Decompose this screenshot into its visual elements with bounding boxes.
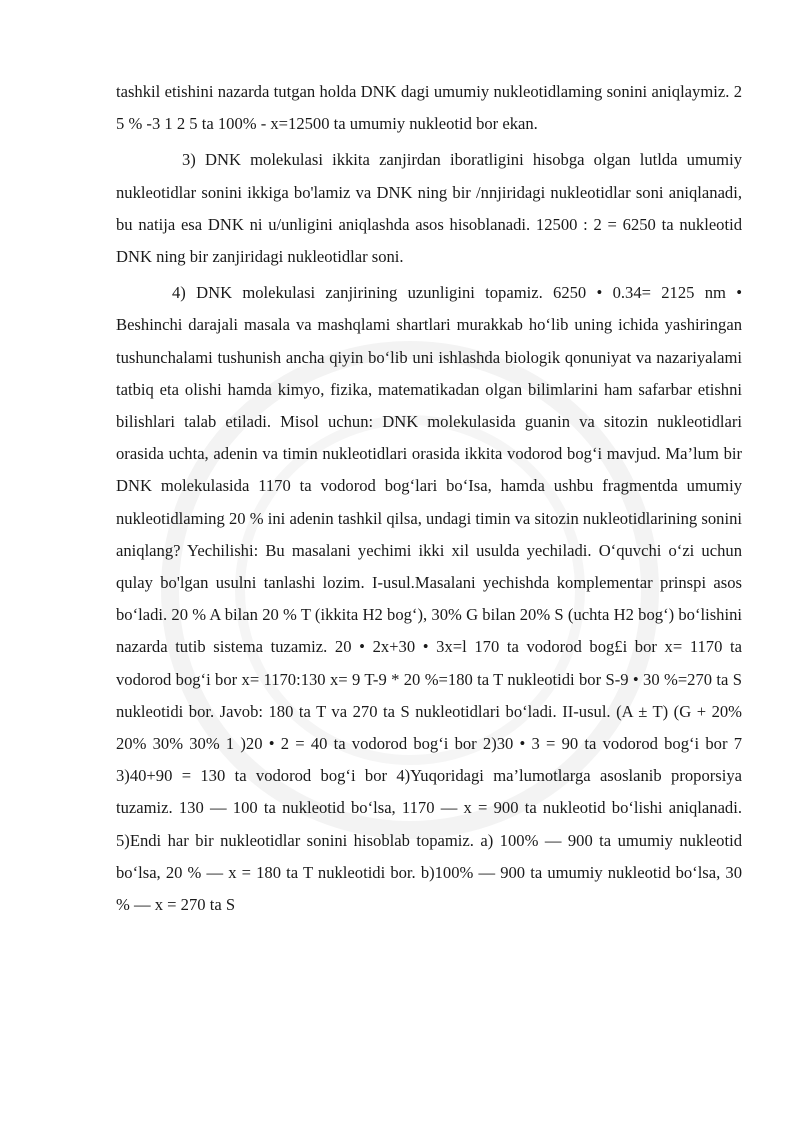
paragraph-1: tashkil etishini nazarda tutgan holda DNK dagi umumiy nukleotidlaming sonini aniqlaymiz. 2 5 % -3 1 2 5 ta 100% - x=12500 ta umumiy nukleotid bor ekan. [116,82,742,134]
paragraph-3: 4) DNK molekulasi zanjirining uzunligini topamiz. 6250 • 0.34= 2125 nm • Beshinchi darajali masala va mashqlami shartlari murakkab ho‘lib uning ichida yashiringan tushunchalami tushunish ancha qiyin bo‘lib uni ishlashda biologik qonuniyat va nazariyalami tatbiq eta olishi hamda kimyo, fizika, matematikadan olgan bilimlarini ham safarbar etishni bilishlari talab etiladi. Misol uchun: DNK molekulasida guanin va sitozin nukleotidlari orasida uchta, adenin va timin nukleotidlari orasida ikkita vodorod bog‘i mavjud. Ma’lum bir DNK molekulasida 1170 ta vodorod bog‘lari bo‘Isa, hamda ushbu fragmentda umumiy nukleotidlaming 20 % ini adenin tashkil qilsa, undagi timin va sitozin nukleotidlarining sonini aniqlang? Yechilishi: Bu masalani yechimi ikki xil usulda yechiladi. O‘quvchi o‘zi uchun qulay bo'lgan usulni tanlashi lozim. I-usul.Masalani yechishda komplementar prinspi asos bo‘ladi. 20 % A bilan 20 % T (ikkita H2 bog‘), 30% G bilan 20% S (uchta H2 bog‘) bo‘lishini nazarda tutib sistema tuzamiz. 20 • 2x+30 • 3x=l 170 ta vodorod bog£i bor x= 1170 ta vodorod bog‘i bor x= 1170:130 x= 9 T-9 * 20 %=180 ta T nukleotidi bor S-9 • 30 %=270 ta S nukleotidi bor. Javob: 180 ta T va 270 ta S nukleotidlari bo‘ladi. II-usul. (A ± T) (G + 20% 20% 30% 30% 1 )20 • 2 = 40 ta vodorod bog‘i bor 2)30 • 3 = 90 ta vodorod bog‘i bor 7 3)40+90 = 130 ta vodorod bog‘i bor 4)Yuqoridagi ma’lumotlarga asoslanib proporsiya tuzamiz. 130 — 100 ta nukleotid bo‘lsa, 1170 — x = 900 ta nukleotid bo‘lishi aniqlanadi. 5)Endi har bir nukleotidlar sonini hisoblab topamiz. a) 100% — 900 ta umumiy nukleotid bo‘lsa, 20 % — x = 180 ta T nukleotidi bor. b)100% — 900 ta umumiy nukleotid bo‘lsa, 30 % — x = 270 ta S [116,283,742,915]
paragraph-2: 3) DNK molekulasi ikkita zanjirdan iboratligini hisobga olgan lutlda umumiy nukleotidlar sonini ikkiga bo'lamiz va DNK ning bir /nnjiridagi nukleotidlar soni aniqlanadi, bu natija esa DNK ni u/unligini aniqlashda asos hisoblanadi. 12500 : 2 = 6250 ta nukleotid DNK ning bir zanjiridagi nukleotidlar soni. [116,150,742,267]
document-page [116,76,742,925]
